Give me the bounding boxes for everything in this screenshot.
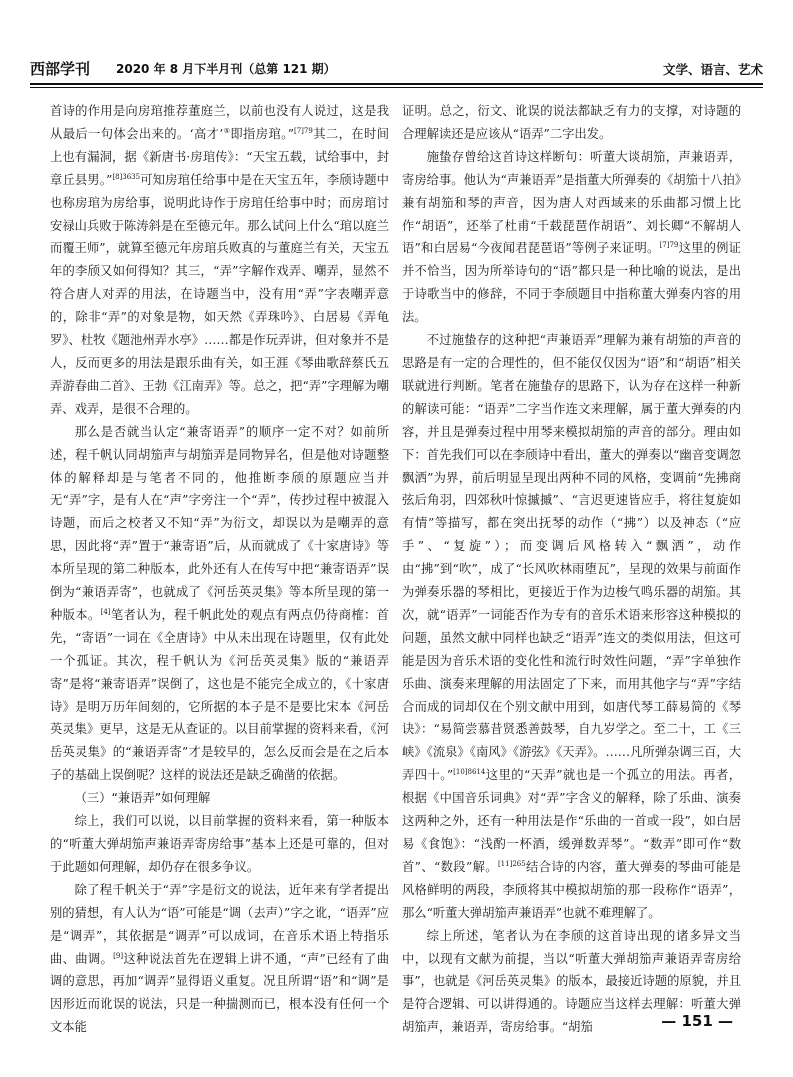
- citation-marker: [7]79: [659, 241, 679, 250]
- paragraph: [50, 100, 389, 421]
- text-run: 首诗的作用是向房琯推荐董庭兰，以前也没有人说过，这是我从最后一句体会出来的。‘高才’: [50, 104, 389, 141]
- citation-marker: [4]: [100, 607, 111, 616]
- text-run: 即指房琯。”: [230, 126, 294, 141]
- section-heading: [50, 787, 389, 810]
- citation-marker: ⑤: [223, 126, 231, 135]
- text-run: 这里的例证并不恰当，因为所举诗句的“语”都只是一种比喻的说法，是出于诗歌当中的修辞，不同于李颀题目中指称董大弹奏内容的用法。: [402, 241, 741, 325]
- journal-logo: 西部学刊: [30, 60, 91, 78]
- text-run: 结合诗的内容，董大弹奏的琴曲可能是风格鲜明的两段，李颀将其中模拟胡笳的那一段称作“语弄”，那么“听董大弹胡笳声兼语弄”也就不难理解了。: [402, 859, 741, 920]
- text-run: 那么是否就当认定“兼寄语弄”的顺序一定不对？如前所述，程千帆认同胡笳声与胡笳弄是同物异名，但是他对诗题整体的解释却是与笔者不同的，他推断李颀的原题应当并无“弄”字，是有人在“声”字旁注一个“弄”，传抄过程中被混入诗题，而后之校者又不知“弄”为衍文，却误以为是嘲弄的意思，因此将“弄”置于“兼寄语”后，从而就成了《十家唐诗》等本所呈现的第二种版本，此外还有人在传写中把“兼寄语弄”误倒为“兼语弄寄”，也就成了《河岳英灵集》等本所呈现的第一种版本。: [50, 424, 389, 622]
- section-title: 文学、语言、艺术: [662, 62, 763, 77]
- citation-marker: [8]3635: [112, 172, 141, 181]
- left-column: [50, 100, 389, 1035]
- citation-marker: [9]: [113, 951, 124, 960]
- header-rule-thick: [30, 83, 763, 85]
- paragraph: [50, 879, 389, 1039]
- paragraph: [402, 100, 741, 146]
- text-run: 施蛰存曾给这首诗这样断句：听董大谈胡笳，声兼语弄，寄房给事。他认为“声兼语弄”是指董大所弹奏的《胡笳十八拍》兼有胡笳和琴的声音，因为唐人对西域来的乐曲都习惯上比作“胡语”，还举了杜甫“千载琵琶作胡语”、刘长卿“不解胡人语”和白居易“今夜闻君琵琶语”等例子来证明。: [402, 149, 741, 256]
- text-run: 这种说法首先在逻辑上讲不通，“声”已经有了曲调的意思，再加“调弄”显得语义重复。况且所谓“语”和“调”是因形近而讹误的说法，只是一种揣测而已，根本没有任何一个文本能: [50, 951, 389, 1035]
- text-run: 除了程千帆关于“弄”字是衍文的说法，近年来有学者提出别的猜想，有人认为“语”可能是“调（去声）”字之讹，“语弄”应是“调弄”，其依据是“调弄”可以成词，在音乐术语上特指乐曲、曲调。: [50, 882, 389, 966]
- text-run: 综上，我们可以说，以目前掌握的资料来看，第一种版本的“听董大弹胡笳声兼语弄寄房给事”基本上还是可靠的，但对于此题如何理解，却仍存在很多争议。: [50, 814, 389, 874]
- text-run: 笔者认为，程千帆此处的观点有两点仍待商榷：首先，“寄语”一词在《全唐诗》中从未出现在诗题里，仅有此处一个孤证。其次，程千帆认为《河岳英灵集》版的“兼语弄寄”是将“兼寄语弄”误倒了，这也是不能完全成立的，《十家唐诗》是明万历年间刻的，它所据的本子是不是要比宋本《河岳英灵集》更早，这是无从查证的。以目前掌握的资料来看，《河岳英灵集》的“兼语弄寄”才是较早的，怎么反而会是在之后本子的基础上误倒呢？这样的说法还是缺乏确凿的依据。: [50, 607, 389, 783]
- paragraph: [50, 810, 389, 879]
- header-rule-thin: [30, 87, 763, 88]
- text-run: 其二，在时间上也有漏洞，据《新唐书·房琯传》：“天宝五载，试给事中，封章丘县男。”: [50, 126, 389, 187]
- text-run: 这里的“天弄”就也是一个孤立的用法。再者，根据《中国音乐词典》对“弄”字含义的解释，除了乐曲、演奏这两种之外，还有一种用法是作“乐曲的一首或一段”，如白居易《食饱》：“浅酌一杯酒，缓弹数弄琴”。“数弄”即可作“数首”、“数段”解。: [402, 768, 742, 874]
- citation-marker: [10]8614: [453, 768, 486, 777]
- paragraph: [50, 421, 389, 788]
- text-run: 可知房琯任给事中是在天宝五年，李颀诗题中也称房琯为房给事，说明此诗作于房琯任给事中时；而房琯讨安禄山兵败于陈涛斜是在至德元年。那么试问上什么“琯以庭兰而覆王师”，就算至德元年房琯兵败真的与董庭兰有关，天宝五年的李颀又如何得知？其三，“弄”字解作戏弄、嘲弄，显然不符合唐人对弄的用法，在诗题当中，没有用“弄”字表嘲弄意的，除非“弄”的对象是物，如天然《弄珠吟》、白居易《弄龟罗》、杜牧《题池州弄水亭》……都是作玩弄讲，但对象并不是人，反而更多的用法是跟乐曲有关，如王涯《琴曲歌辞蔡氏五弄游春曲二首》、王勃《江南弄》等。总之，把“弄”字理解为嘲弄、戏弄，是很不合理的。: [50, 172, 389, 416]
- citation-marker: [11]265: [497, 859, 526, 868]
- running-header: [30, 58, 763, 82]
- paragraph: [402, 329, 741, 925]
- issue-info: 2020 年 8 月下半月刊（总第 121 期）: [116, 62, 336, 76]
- page-number: — 151 —: [661, 1012, 733, 1030]
- paragraph: [402, 146, 741, 329]
- text-run: 证明。总之，衍文、讹误的说法都缺乏有力的支撑，对诗题的合理解读还是应该从“语弄”二字出发。: [402, 104, 741, 141]
- text-run: 综上所述，笔者认为在李颀的这首诗出现的诸多异文当中，以现有文献为前提，当以“听董大弹胡笳声兼语弄寄房给事”，也就是《河岳英灵集》的版本，最接近诗题的原貌，并且是符合逻辑、可以讲得通的。诗题应当这样去理解：听董大弹胡笳声，兼语弄，寄房给事。“胡笳: [402, 928, 741, 1035]
- text-run: （三）“兼语弄”如何理解: [74, 791, 211, 806]
- text-run: 不过施蛰存的这种把“声兼语弄”理解为兼有胡笳的声音的思路是有一定的合理性的，但不能仅仅因为“语”和“胡语”相关联就进行判断。笔者在施蛰存的思路下，认为存在这样一种新的解读可能：“语弄”二字当作连文来理解，属于董大弹奏的内容，并且是弹奏过程中用琴来模拟胡笳的声音的部分。理由如下：首先我们可以在李颀诗中看出，董大的弹奏以“幽音变调忽飘洒”为界，前后明显呈现出两种不同的风格，变调前“先拂商弦后角羽，四郊秋叶惊摵摵”、“言迟更速皆应手，将往复旋如有情”等描写，都在突出抚琴的动作（“拂”）以及神态（“应手”、“复旋”）；而变调后风格转入“飘洒”，动作由“拂”到“吹”，成了“长风吹林雨堕瓦”，呈现的效果与前面作为弹奏乐器的琴相比，更接近于作为边梭气鸣乐器的胡笳。其次，就“语弄”一词能否作为专有的音乐术语来形容这种模拟的问题，虽然文献中同样也缺乏“语弄”连文的类似用法，但这可能是因为音乐术语的变化性和流行时效性问题，“弄”字单独作乐曲、演奏来理解的用法固定了下来，而用其他字与“弄”字结合而成的词却仅在个别文献中用到，如唐代琴工薛易简的《琴诀》：“易简尝慕昔贤悉善鼓琴，自九岁学之。至二十，工《三峡》《流泉》《南风》《游弦》《天弄》。……凡所弹杂调三百，大弄四十。”: [402, 333, 741, 783]
- citation-marker: [7]79: [293, 126, 313, 135]
